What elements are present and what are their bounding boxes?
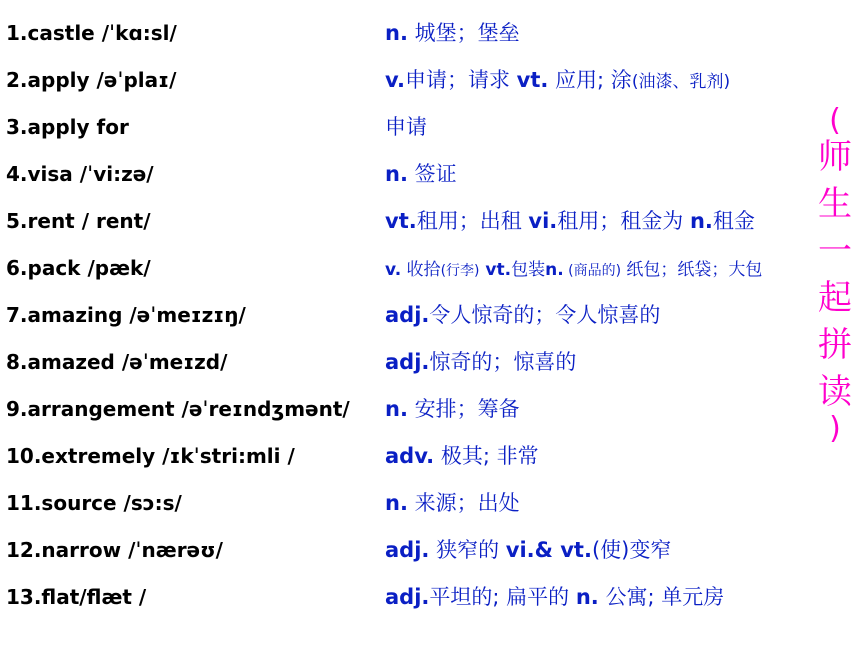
vocab-row: [0, 391, 860, 427]
part-of-speech: n.: [575, 585, 599, 609]
vocab-meaning: [385, 203, 755, 239]
part-of-speech: vt.: [385, 209, 417, 233]
meaning-text: 城堡；堡垒: [407, 21, 520, 45]
meaning-text: 包装: [511, 260, 546, 280]
meaning-text: 租用；出租: [416, 209, 529, 233]
vocab-row: [0, 250, 860, 286]
meaning-text: 极其; 非常: [434, 444, 539, 468]
vocab-meaning: [385, 109, 427, 145]
meaning-text: 申请: [385, 115, 427, 139]
meaning-text: (行李): [440, 263, 480, 279]
vocab-term: 12.narrow /ˈnærəʊ/: [6, 538, 223, 562]
meaning-text: 租金: [712, 209, 755, 233]
vocab-meaning: [385, 579, 724, 615]
vocab-meaning: [385, 62, 730, 100]
vocab-term: 8.amazed /əˈmeɪzd/: [6, 350, 228, 374]
meaning-text: 惊奇的；惊喜的: [429, 350, 577, 374]
side-note-char: 一: [818, 231, 852, 271]
part-of-speech: adj.: [385, 538, 430, 562]
vocab-meaning: [385, 250, 762, 289]
vocab-term: 9.arrangement /əˈreɪndʒmənt/: [6, 397, 350, 421]
vocab-meaning: [385, 485, 520, 521]
part-of-speech: n.: [385, 397, 408, 421]
vocab-meaning: [385, 532, 671, 568]
part-of-speech: n.: [689, 209, 713, 233]
vocab-row: [0, 532, 860, 568]
side-note-char: 生: [818, 184, 852, 224]
part-of-speech: n.: [545, 260, 564, 280]
vocab-meaning: [385, 297, 660, 333]
meaning-text: 租用；租金为: [557, 209, 690, 233]
part-of-speech: adj.: [385, 350, 430, 374]
part-of-speech: vi.& vt.: [505, 538, 592, 562]
vocab-row: [0, 438, 860, 474]
vocab-row: [0, 344, 860, 380]
vocab-term: 4.visa /ˈvi:zə/: [6, 162, 154, 186]
part-of-speech: n.: [385, 491, 408, 515]
side-note-char: 起: [818, 278, 852, 318]
vocab-term: 5.rent / rent/: [6, 209, 151, 233]
side-note-char: 师: [818, 137, 852, 177]
meaning-text: 申请；请求: [404, 68, 517, 92]
part-of-speech: adj.: [385, 585, 430, 609]
vocab-row: [0, 62, 860, 98]
vocab-term: 6.pack /pæk/: [6, 256, 151, 280]
vocab-row: [0, 103, 860, 145]
meaning-text: 应用; 涂: [548, 68, 632, 92]
vocab-row: [0, 297, 860, 333]
vocab-row: [0, 15, 860, 51]
part-of-speech: v.: [385, 260, 402, 280]
meaning-text: 平坦的; 扁平的: [429, 585, 576, 609]
vocab-meaning: [385, 156, 457, 192]
part-of-speech: vi.: [528, 209, 558, 233]
side-note-char: 拼: [818, 325, 852, 365]
vocab-term: 7.amazing /əˈmeɪzɪŋ/: [6, 303, 246, 327]
vocab-term: 1.castle /ˈkɑ:sl/: [6, 21, 177, 45]
side-note-char: 读: [818, 372, 852, 412]
part-of-speech: adj.: [385, 303, 430, 327]
side-note-close: ): [829, 411, 841, 446]
part-of-speech: n.: [385, 21, 408, 45]
vocab-meaning: [385, 438, 539, 474]
part-of-speech: n.: [385, 162, 408, 186]
meaning-text: 安排；筹备: [407, 397, 520, 421]
part-of-speech: vt.: [516, 68, 549, 92]
vocab-row: [0, 156, 860, 192]
vocab-term: 13.flat/flæt /: [6, 585, 147, 609]
meaning-text: (油漆、乳剂): [631, 72, 731, 92]
part-of-speech: v.: [385, 68, 405, 92]
vocab-term: 10.extremely /ɪkˈstri:mli /: [6, 444, 295, 468]
vocab-term: 11.source /sɔ:s/: [6, 491, 182, 515]
meaning-text: 收拾: [401, 260, 441, 280]
vocab-term: 3.apply for: [6, 115, 129, 139]
meaning-text: 来源；出处: [407, 491, 520, 515]
meaning-text: 令人惊奇的；令人惊喜的: [429, 303, 661, 327]
vocab-term: 2.apply /əˈplaɪ/: [6, 68, 177, 92]
vocab-meaning: [385, 344, 576, 380]
vocab-row: [0, 579, 860, 615]
vocab-row: [0, 203, 860, 239]
part-of-speech: vt.: [479, 260, 512, 280]
meaning-text: 签证: [407, 162, 457, 186]
meaning-text: 公寓; 单元房: [598, 585, 725, 609]
vocab-meaning: [385, 15, 520, 51]
meaning-text: 狭窄的: [429, 538, 506, 562]
side-note: [812, 103, 858, 446]
vocab-meaning: [385, 391, 520, 427]
side-note-open: (: [829, 103, 841, 138]
meaning-text: (商品的): [563, 263, 622, 279]
vocab-row: [0, 485, 860, 521]
meaning-text: (使)变窄: [591, 538, 672, 562]
meaning-text: 纸包；纸袋；大包: [621, 260, 763, 280]
part-of-speech: adv.: [385, 444, 435, 468]
